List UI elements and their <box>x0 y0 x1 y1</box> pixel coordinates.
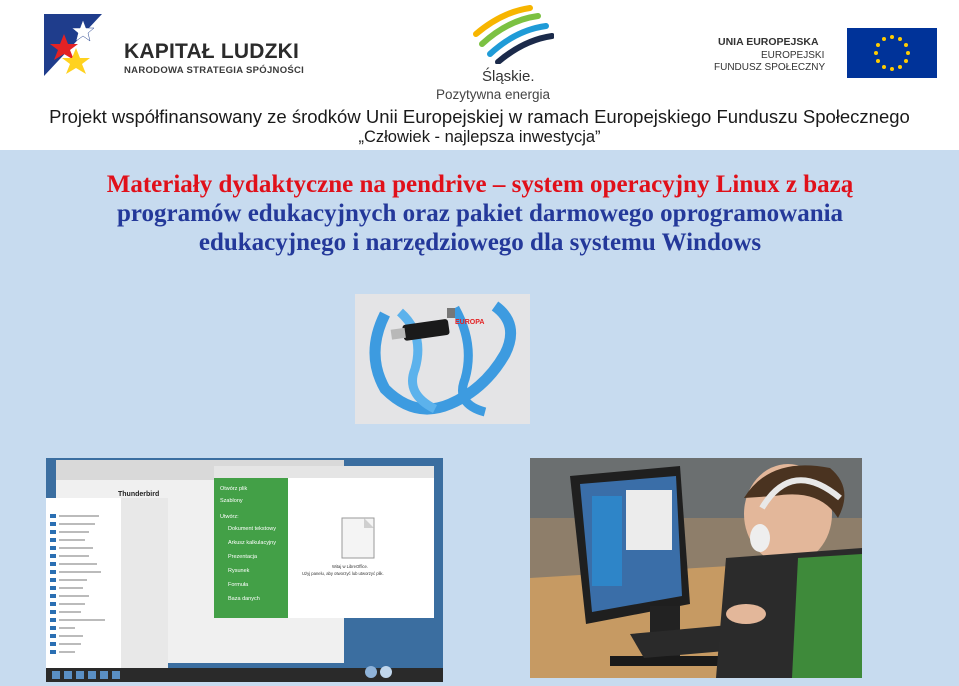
lo-menu-item-7: Formuła <box>228 582 249 588</box>
header-band <box>0 0 959 150</box>
eu-flag-icon <box>847 28 937 78</box>
lo-menu-item-0: Otwórz plik <box>220 486 248 492</box>
linux-desktop-screenshot <box>46 458 443 682</box>
thunderbird-window-title: Thunderbird <box>118 491 160 498</box>
title-line-1: Materiały dydaktyczne na pendrive – system operacyjny Linux z bazą <box>106 171 854 198</box>
student-computer-photo <box>530 458 862 678</box>
project-motto: „Człowiek - najlepsza inwestycja” <box>358 128 601 146</box>
pendrive-image <box>355 294 530 424</box>
lo-welcome-line2: Użyj panelu, aby otworzyć lub utworzyć plik. <box>302 571 384 576</box>
lo-menu-item-2: Utwórz: <box>220 514 239 520</box>
eu-label-line1: UNIA EUROPEJSKA <box>718 36 819 48</box>
slaskie-logo-icon <box>472 4 554 64</box>
page-title <box>40 170 920 257</box>
kapital-ludzki-logo-icon <box>44 14 122 88</box>
kapital-ludzki-subtitle: NARODOWA STRATEGIA SPÓJNOŚCI <box>124 65 305 76</box>
pendrive-photo <box>355 294 530 424</box>
desktop-image <box>46 458 443 682</box>
lo-welcome-line1: Witaj w LibreOffice. <box>332 564 368 569</box>
lo-menu-item-6: Rysunek <box>228 568 250 574</box>
student-image <box>530 458 862 678</box>
title-line-2: programów edukacyjnych oraz pakiet darmowego oprogramowania <box>116 200 844 227</box>
svg-text:EUROPA: EUROPA <box>455 319 485 326</box>
slaskie-name: Śląskie. <box>482 68 535 85</box>
lo-menu-item-4: Arkusz kalkulacyjny <box>228 540 276 546</box>
eu-label-line3: FUNDUSZ SPOŁECZNY <box>714 62 826 73</box>
eu-label-line2: EUROPEJSKI <box>761 50 825 61</box>
lo-menu-item-8: Baza danych <box>228 596 260 602</box>
kapital-ludzki-title: KAPITAŁ LUDZKI <box>124 40 300 63</box>
project-funding-line: Projekt współfinansowany ze środków Unii Europejskiej w ramach Europejskiego Funduszu Społecznego <box>49 106 910 127</box>
lo-menu-item-1: Szablony <box>220 498 243 504</box>
lo-menu-item-3: Dokument tekstowy <box>228 526 276 532</box>
slaskie-tagline: Pozytywna energia <box>436 87 551 102</box>
lo-menu-item-5: Prezentacja <box>228 554 258 560</box>
title-line-3: edukacyjnego i narzędziowego dla systemu Windows <box>198 229 762 256</box>
